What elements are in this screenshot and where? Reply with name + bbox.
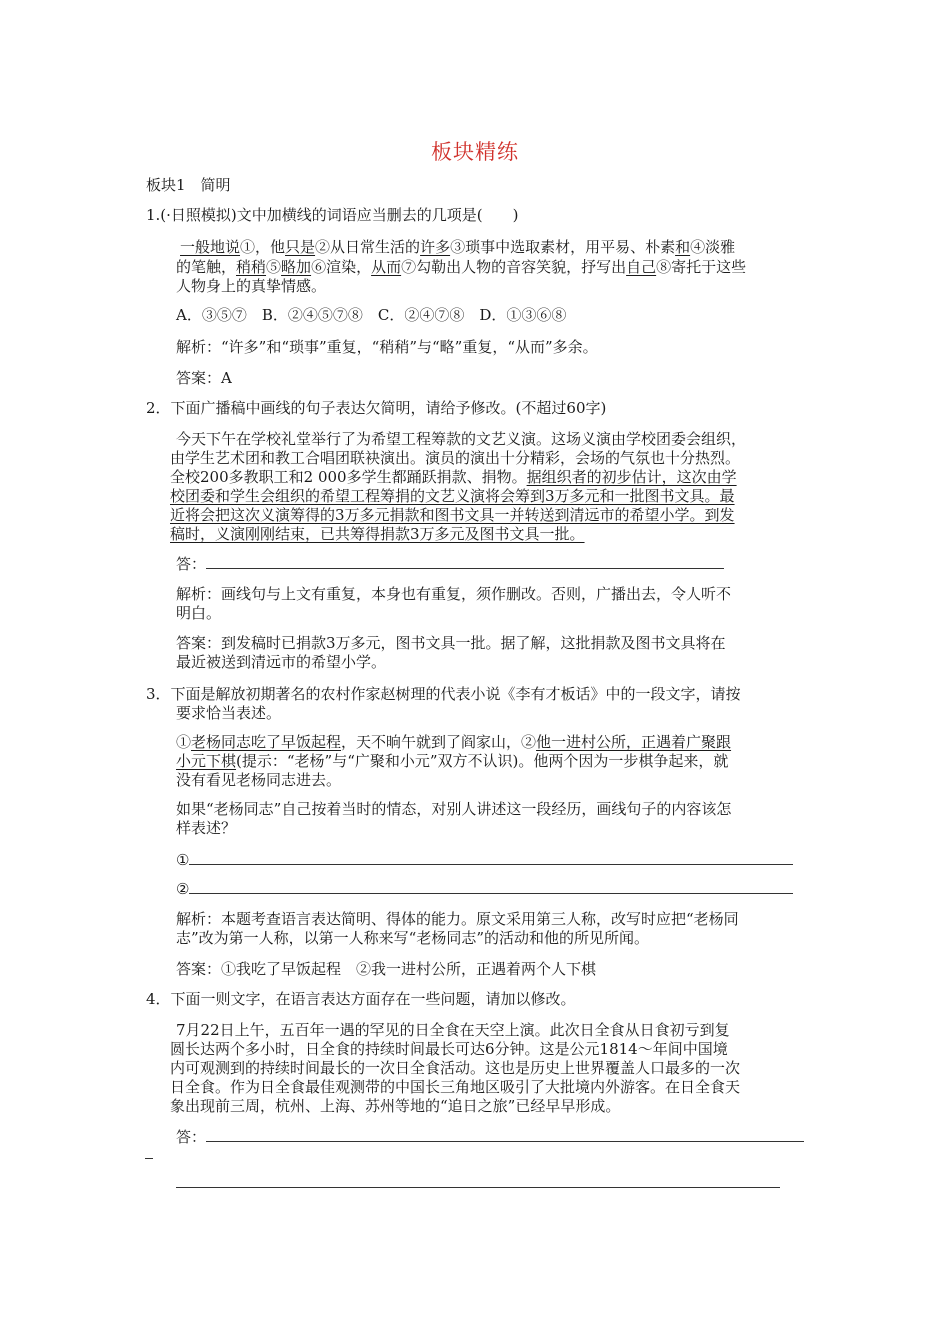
q4-passage-line: 7月22日上午，五百年一遇的罕见的日全食在天空上演。此次日全食从日食初亏到复 <box>176 1021 730 1039</box>
q2-answer: 最近被送到清远市的希望小学。 <box>176 653 387 671</box>
q4-passage-line: 象出现前三周，杭州、上海、苏州等地的“追日之旅”已经早早形成。 <box>170 1097 621 1115</box>
underlined-phrase: 一般地说 <box>180 238 241 256</box>
q2-answer: 答案：到发稿时已捐款3万多元，图书文具一批。据了解，这批捐款及图书文具将在 <box>176 634 726 652</box>
q4-passage-line: 圆长达两个多小时，日全食的持续时间最长可达6分钟。这是公元1814～年间中国境 <box>170 1040 728 1058</box>
page-title: 板块精练 <box>431 140 519 164</box>
q3-passage-line: ①老杨同志吃了早饭起程，天不晌午就到了阎家山，②他一进村公所，正遇着广聚跟 <box>176 733 732 751</box>
q3-passage-line: 没有看见老杨同志进去。 <box>176 771 342 789</box>
q1-analysis: 解析：“许多”和“琐事”重复，“稍稍”与“略”重复，“从而”多余。 <box>176 338 598 356</box>
q4-answer-field[interactable]: 答： <box>176 1127 804 1147</box>
q2-underlined-line: 校团委和学生会组织的希望工程筹捐的文艺义演将会筹到3万多元和一批图书文具。最 <box>170 487 735 505</box>
continuation-dash <box>145 1158 153 1159</box>
underlined-sentence: 他一进村公所，正遇着广聚跟 <box>536 733 732 751</box>
q3-analysis: 解析：本题考查语言表达简明、得体的能力。原文采用第三人称，改写时应把“老杨同 <box>176 910 739 928</box>
underlined-phrase: 只是 <box>285 238 316 256</box>
answer-blank-line[interactable] <box>189 850 793 865</box>
answer-blank-line[interactable] <box>206 554 724 569</box>
q3-answer-field-2[interactable]: ② <box>176 879 793 899</box>
q2-answer-field[interactable]: 答： <box>176 554 724 574</box>
q3-answer-field-1[interactable]: ① <box>176 850 793 870</box>
q2-stem: 2．下面广播稿中画线的句子表达欠简明，请给予修改。(不超过60字) <box>146 399 607 417</box>
underlined-phrase: 稍稍 <box>236 258 267 276</box>
underlined-phrase: 从而 <box>371 258 402 276</box>
q1-passage-line: 的笔触，稍稍⑤略加⑥渲染，从而⑦勾勒出人物的音容笑貌，抒写出自己⑧寄托于这些 <box>176 258 747 276</box>
underlined-phrase: 和 <box>675 238 691 256</box>
q3-stem: 3．下面是解放初期著名的农村作家赵树理的代表小说《李有才板话》中的一段文字，请按 <box>146 685 741 703</box>
q3-passage-line: 小元下棋(提示：“老杨”与“广聚和小元”双方不认识)。他两个因为一步棋争起来，就 <box>176 752 729 770</box>
section-heading: 板块1 简明 <box>146 176 231 194</box>
underlined-sentence: 小元下棋 <box>176 752 237 770</box>
q1-answer: 答案：A <box>176 369 232 387</box>
q3-question: 如果“老杨同志”自己按着当时的情态，对别人讲述这一段经历，画线句子的内容该怎 <box>176 800 732 818</box>
q1-passage-line: 人物身上的真挚情感。 <box>176 277 327 295</box>
q3-stem: 要求恰当表述。 <box>176 704 282 722</box>
q2-underlined-line: 稿时，义演刚刚结束，已共筹得捐款3万多元及图书文具一批。 <box>170 525 585 543</box>
answer-blank-line[interactable] <box>176 1187 780 1188</box>
q3-question: 样表述？ <box>176 819 237 837</box>
answer-blank-line[interactable] <box>189 879 793 894</box>
underlined-phrase: 许多 <box>420 238 451 256</box>
q4-passage-line: 内可观测到的持续时间最长的一次日全食活动。这也是历史上世界覆盖人口最多的一次 <box>170 1059 741 1077</box>
underlined-phrase: 略加 <box>281 258 312 276</box>
underlined-phrase: 自己 <box>626 258 657 276</box>
q2-analysis: 明白。 <box>176 604 222 622</box>
q2-underlined-line: 近将会把这次义演筹得的3万多元捐款和图书文具一并转送到清远市的希望小学。到发 <box>170 506 735 524</box>
q3-answer: 答案：①我吃了早饭起程 ②我一进村公所，正遇着两个人下棋 <box>176 960 597 978</box>
q2-analysis: 解析：画线句与上文有重复，本身也有重复，须作删改。否则，广播出去，令人听不 <box>176 585 732 603</box>
q4-passage-line: 日全食。作为日全食最佳观测带的中国长三角地区吸引了大批境内外游客。在日全食天 <box>170 1078 741 1096</box>
q1-passage-line: 一般地说①，他只是②从日常生活的许多③琐事中选取素材，用平易、朴素和④淡雅 <box>180 238 736 256</box>
q1-stem: 1.(·日照模拟)文中加横线的词语应当删去的几项是( ) <box>146 206 519 224</box>
q3-analysis: 志”改为第一人称，以第一人称来写“老杨同志”的活动和他的所见所闻。 <box>176 929 650 947</box>
q1-options: A．③⑤⑦ B．②④⑤⑦⑧ C．②④⑦⑧ D．①③⑥⑧ <box>176 306 567 324</box>
underlined-sentence: 老杨同志吃了早饭起程 <box>191 733 342 751</box>
q2-passage-line: 由学生艺术团和教工合唱团联袂演出。演员的演出十分精彩，会场的气氛也十分热烈。 <box>170 449 741 467</box>
q2-passage-line: 全校200多教职工和2 000多学生都踊跃捐款、捐物。据组织者的初步估计，这次由学 <box>170 468 737 486</box>
q4-stem: 4．下面一则文字，在语言表达方面存在一些问题，请加以修改。 <box>146 990 576 1008</box>
answer-blank-line[interactable] <box>206 1127 804 1142</box>
q2-passage-line: 今天下午在学校礼堂举行了为希望工程筹款的文艺义演。这场义演由学校团委会组织， <box>176 430 747 448</box>
underlined-sentence: 据组织者的初步估计，这次由学 <box>526 468 737 486</box>
